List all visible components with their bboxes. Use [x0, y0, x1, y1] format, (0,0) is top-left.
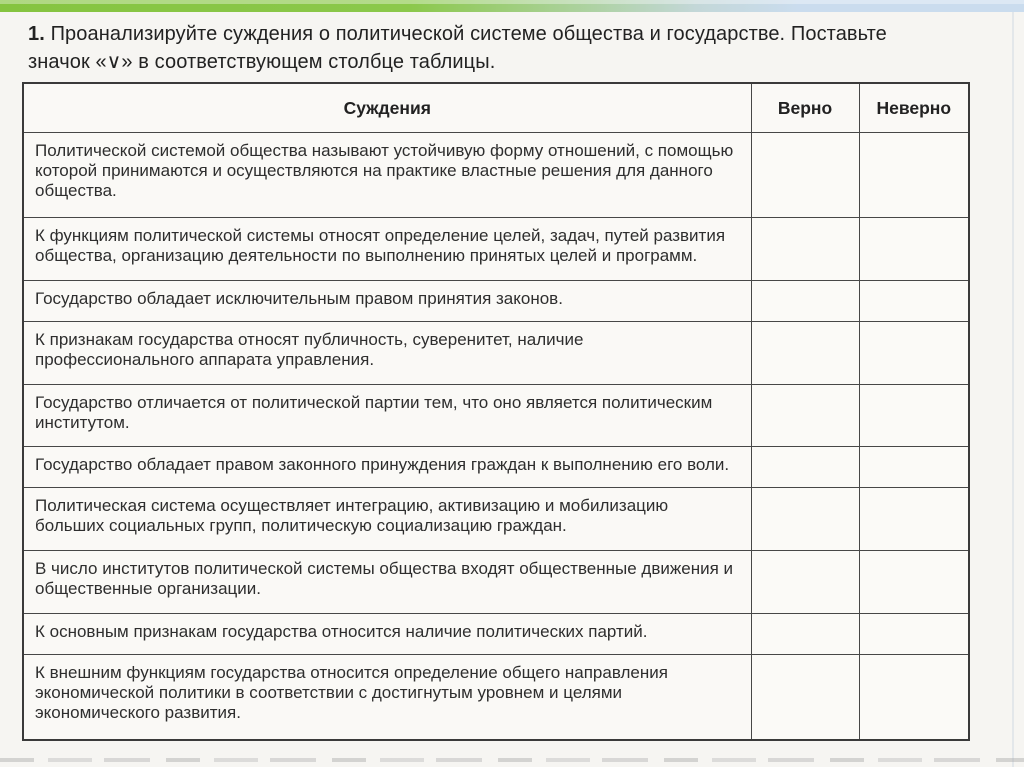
answer-cell-false[interactable]	[859, 654, 969, 740]
task-number: 1.	[28, 23, 45, 45]
column-header-statements: Суждения	[23, 83, 751, 133]
task-text-line1: Проанализируйте суждения о политической системе общества и государстве. Поставьте	[50, 23, 887, 45]
statement-cell: К признакам государства относят публичность, суверенитет, наличие профессионального аппарата управления.	[23, 321, 751, 384]
answer-cell-true[interactable]	[751, 321, 859, 384]
table-row	[23, 447, 969, 488]
statement-cell: К внешним функциям государства относится определение общего направления экономической политики в соответствии с достигнутым уровнем и целями экономического развития.	[23, 654, 751, 740]
table-row	[23, 614, 969, 655]
statement-cell: В число институтов политической системы общества входят общественные движения и общественные организации.	[23, 551, 751, 614]
answer-cell-true[interactable]	[751, 133, 859, 218]
task-instruction	[28, 20, 1003, 76]
table-row	[23, 217, 969, 280]
table-row	[23, 133, 969, 218]
statement-cell: Государство отличается от политической партии тем, что оно является политическим институтом.	[23, 384, 751, 447]
statement-cell: Политическая система осуществляет интеграцию, активизацию и мобилизацию больших социальных групп, политическую социализацию граждан.	[23, 488, 751, 551]
column-header-false: Неверно	[859, 83, 969, 133]
answer-cell-false[interactable]	[859, 321, 969, 384]
statement-cell: Государство обладает исключительным правом принятия законов.	[23, 280, 751, 321]
answer-cell-false[interactable]	[859, 488, 969, 551]
answer-cell-true[interactable]	[751, 551, 859, 614]
task-text-line2: значок «∨» в соответствующем столбце таблицы.	[28, 51, 496, 73]
table-row	[23, 280, 969, 321]
table-row	[23, 654, 969, 740]
answer-cell-false[interactable]	[859, 447, 969, 488]
answer-cell-true[interactable]	[751, 280, 859, 321]
statement-cell: К функциям политической системы относят определение целей, задач, путей развития общества, организацию деятельности по выполнению принятых целей и программ.	[23, 217, 751, 280]
answer-cell-true[interactable]	[751, 384, 859, 447]
answer-cell-true[interactable]	[751, 488, 859, 551]
answer-cell-false[interactable]	[859, 217, 969, 280]
answer-cell-false[interactable]	[859, 133, 969, 218]
column-header-true: Верно	[751, 83, 859, 133]
answer-cell-true[interactable]	[751, 654, 859, 740]
table-row	[23, 384, 969, 447]
right-edge-scan-line	[1012, 12, 1014, 767]
bottom-edge-scan-artifact	[0, 758, 1024, 762]
answer-cell-true[interactable]	[751, 217, 859, 280]
table-row	[23, 321, 969, 384]
answer-cell-false[interactable]	[859, 551, 969, 614]
task-instruction-line1	[28, 20, 1003, 48]
answer-cell-true[interactable]	[751, 447, 859, 488]
statement-cell: К основным признакам государства относится наличие политических партий.	[23, 614, 751, 655]
table-header-row	[23, 83, 969, 133]
worksheet-table	[22, 82, 970, 741]
answer-cell-false[interactable]	[859, 614, 969, 655]
table-row	[23, 488, 969, 551]
statement-cell: Политической системой общества называют устойчивую форму отношений, с помощью которой принимаются и осуществляются на практике властные решения для данного общества.	[23, 133, 751, 218]
answer-cell-false[interactable]	[859, 280, 969, 321]
answer-cell-false[interactable]	[859, 384, 969, 447]
statement-cell: Государство обладает правом законного принуждения граждан к выполнению его воли.	[23, 447, 751, 488]
top-accent-bar	[0, 0, 1024, 12]
table-row	[23, 551, 969, 614]
answer-cell-true[interactable]	[751, 614, 859, 655]
